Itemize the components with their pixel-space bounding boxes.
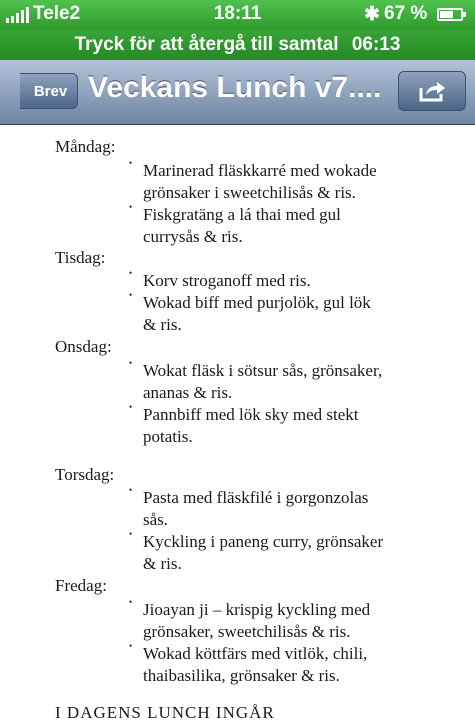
status-time: 18:11 <box>213 3 262 24</box>
back-button-label: Brev <box>33 83 68 100</box>
call-duration: 06:13 <box>351 34 401 55</box>
day-heading: Onsdag: <box>55 337 112 356</box>
bullet: • <box>129 202 133 212</box>
bullet: • <box>129 358 133 368</box>
return-to-call-banner[interactable] <box>0 30 475 60</box>
list-item: Wokad biff med purjolök, gul lök & ris. <box>143 293 371 334</box>
share-button[interactable] <box>398 71 466 111</box>
list-item: Kyckling i paneng curry, grönsaker & ris. <box>143 532 384 573</box>
list-item: Marinerad fläskkarré med wokade grönsaker i sweetchilisås & ris. <box>143 161 377 202</box>
battery-percent: 67 % <box>384 3 428 24</box>
day-heading: Måndag: <box>55 137 116 156</box>
message-body <box>0 125 475 722</box>
bullet: • <box>129 402 133 412</box>
bullet: • <box>129 485 133 495</box>
status-bar <box>0 0 475 30</box>
list-item: Pannbiff med lök sky med stekt potatis. <box>143 405 359 446</box>
bullet: • <box>129 529 133 539</box>
bullet: • <box>129 158 133 168</box>
day-heading: Torsdag: <box>55 465 115 484</box>
carrier-name: Tele2 <box>33 3 81 24</box>
bullet: • <box>129 641 133 651</box>
share-icon <box>419 80 447 102</box>
call-banner-text: Tryck för att återgå till samtal <box>74 34 339 55</box>
bluetooth-icon: ✱ <box>364 4 380 25</box>
bullet: • <box>129 597 133 607</box>
day-heading: Fredag: <box>55 576 107 595</box>
list-item: Korv stroganoff med ris. <box>143 271 311 290</box>
day-heading: Tisdag: <box>55 248 106 267</box>
list-item: Wokad köttfärs med vitlök, chili, thaibasilika, grönsaker & ris. <box>143 644 368 685</box>
list-item: Wokat fläsk i sötsur sås, grönsaker, ananas & ris. <box>143 361 383 402</box>
page-title: Veckans Lunch v7.... <box>88 71 382 104</box>
list-item: Fiskgratäng a lá thai med gul currysås & ris. <box>143 205 341 246</box>
battery-icon <box>437 8 463 21</box>
navigation-bar <box>0 60 475 125</box>
bullet: • <box>129 268 133 278</box>
list-item: Pasta med fläskfilé i gorgonzolas sås. <box>143 488 369 529</box>
back-button[interactable] <box>20 73 78 109</box>
footer-heading: I DAGENS LUNCH INGÅR <box>55 703 275 722</box>
bullet: • <box>129 290 133 300</box>
list-item: Jioayan ji – krispig kyckling med grönsaker, sweetchilisås & ris. <box>143 600 371 641</box>
